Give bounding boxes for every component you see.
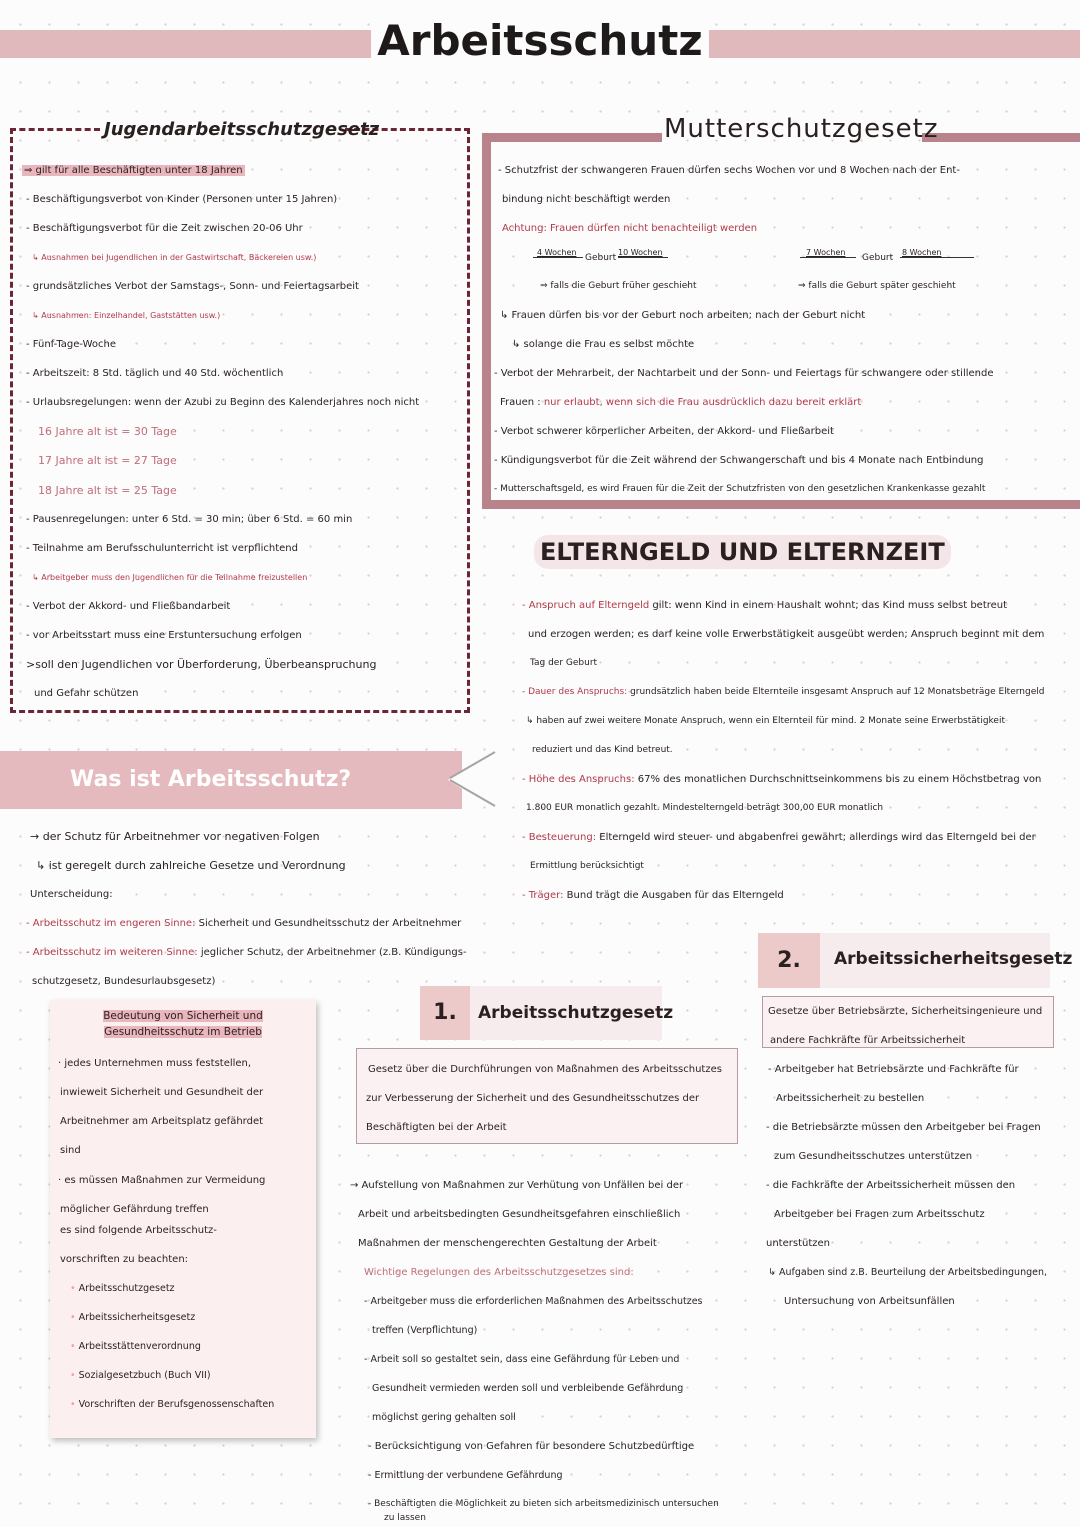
eltern-line: Ermittlung berücksichtigt bbox=[530, 861, 644, 871]
jugend-line: - Verbot der Akkord- und Fließbandarbeit bbox=[26, 601, 231, 612]
asg-rule: Gesundheit vermieden werden soll und verbleibende Gefährdung bbox=[372, 1383, 684, 1394]
asig-line: Arbeitssicherheit zu bestellen bbox=[776, 1093, 925, 1104]
eltern-line: gilt: wenn Kind in einem Haushalt wohnt; das Kind muss selbst betreut bbox=[649, 600, 1008, 611]
mutter-line: - Verbot schwerer körperlicher Arbeiten, der Akkord- und Fließarbeit bbox=[494, 426, 834, 437]
eltern-line: und erzogen werden; es darf keine volle Erwerbstätigkeit ausgeübt werden; Anspruch beginnt mit dem bbox=[528, 629, 1045, 640]
timeline-b-arrow-left bbox=[800, 257, 856, 258]
jugend-line: ↳ Arbeitgeber muss den Jugendlichen für die Teilnahme freizustellen bbox=[32, 573, 308, 582]
asg-line: Arbeit und arbeitsbedingten Gesundheitsgefahren einschließlich bbox=[358, 1209, 681, 1220]
timeline-a-arrow-left bbox=[533, 257, 583, 258]
asg-rule: möglichst gering gehalten soll bbox=[372, 1412, 516, 1423]
asg-rule: - Berücksichtigung von Gefahren für besondere Schutzbedürftige bbox=[368, 1441, 695, 1452]
jugend-line: - Teilnahme am Berufsschulunterricht ist verpflichtend bbox=[26, 543, 298, 554]
jugend-line: - Arbeitszeit: 8 Std. täglich und 40 Std. wöchentlich bbox=[26, 368, 284, 379]
bedeutung-title: Bedeutung von Sicherheit und Gesundheitsschutz im Betrieb bbox=[103, 1010, 263, 1038]
jugend-line: - vor Arbeitsstart muss eine Erstuntersuchung erfolgen bbox=[26, 630, 302, 641]
bedeutung-list-item: • Arbeitssicherheitsgesetz bbox=[70, 1312, 196, 1323]
jugend-line: - grundsätzliches Verbot der Samstags-, Sonn- und Feiertagsarbeit bbox=[26, 281, 359, 292]
asg-rule: - Beschäftigten die Möglichkeit zu bieten sich arbeitsmedizinisch untersuchen bbox=[368, 1499, 719, 1509]
asg-number: 1. bbox=[420, 986, 470, 1040]
jugend-line: ⇒ gilt für alle Beschäftigten unter 18 Jahren bbox=[24, 165, 243, 176]
eltern-line: Bund trägt die Ausgaben für das Elterngeld bbox=[563, 890, 784, 901]
asg-rule: - Ermittlung der verbundene Gefährdung bbox=[368, 1470, 563, 1481]
jugend-line: - Fünf-Tage-Woche bbox=[26, 339, 117, 350]
was-line: jeglicher Schutz, der Arbeitnehmer (z.B. Kündigungs- bbox=[197, 947, 467, 958]
timeline-b-left: 7 Wochen bbox=[806, 248, 846, 257]
eltern-label: - Besteuerung: bbox=[522, 832, 597, 843]
mutter-line: ↳ Frauen dürfen bis vor der Geburt noch arbeiten; nach der Geburt nicht bbox=[500, 310, 866, 321]
eltern-line: ↳ haben auf zwei weitere Monate Anspruch, wenn ein Elternteil für mind. 2 Monate seine Erwerbstätigkeit bbox=[526, 716, 1005, 726]
jugend-line: 18 Jahre alt ist = 25 Tage bbox=[38, 484, 177, 497]
jugend-line: - Beschäftigungsverbot für die Zeit zwischen 20-06 Uhr bbox=[26, 223, 303, 234]
eltern-line: grundsätzlich haben beide Elternteile insgesamt Anspruch auf 12 Monatsbeträge Elterngeld bbox=[627, 687, 1045, 697]
asg-line: → Aufstellung von Maßnahmen zur Verhütung von Unfällen bei der bbox=[350, 1180, 684, 1191]
bedeutung-list-item: • Arbeitsstättenverordnung bbox=[70, 1341, 201, 1352]
mutter-line-red: nur erlaubt, wenn sich die Frau ausdrücklich dazu bereit erklärt bbox=[543, 397, 862, 408]
asig-line: - die Betriebsärzte müssen den Arbeitgeber bei Fragen bbox=[766, 1122, 1041, 1133]
jugend-line: - Beschäftigungsverbot von Kinder (Personen unter 15 Jahren) bbox=[26, 194, 338, 205]
timeline-b-note: ⇒ falls die Geburt später geschieht bbox=[798, 281, 956, 291]
was-label: - Arbeitsschutz im engeren Sinne: bbox=[26, 918, 196, 929]
timeline-a-note: ⇒ falls die Geburt früher geschieht bbox=[540, 281, 697, 291]
was-line: Sicherheit und Gesundheitsschutz der Arbeitnehmer bbox=[195, 918, 462, 929]
eltern-line: 67% des monatlichen Durchschnittseinkommens bis zu einem Höchstbetrag von bbox=[634, 774, 1042, 785]
eltern-line: Tag der Geburt bbox=[530, 658, 598, 668]
jugend-frame-top-left bbox=[10, 128, 100, 131]
mutter-line: - Schutzfrist der schwangeren Frauen dürfen sechs Wochen vor und 8 Wochen nach der Ent- bbox=[498, 165, 960, 176]
eltern-label: - Träger: bbox=[522, 890, 564, 901]
asig-line: zum Gesundheitsschutzes unterstützen bbox=[774, 1151, 973, 1162]
eltern-title: ELTERNGELD UND ELTERNZEIT bbox=[534, 535, 951, 569]
asg-rule: treffen (Verpflichtung) bbox=[372, 1325, 478, 1336]
timeline-b-birth: Geburt bbox=[862, 253, 894, 263]
timeline-a-right: 10 Wochen bbox=[618, 248, 663, 257]
jugend-line: >soll den Jugendlichen vor Überforderung, Überbeanspruchung bbox=[26, 658, 377, 671]
mutter-frame-top-right bbox=[922, 133, 1080, 142]
asig-line: - die Fachkräfte der Arbeitssicherheit müssen den bbox=[766, 1180, 1016, 1191]
asg-line: Maßnahmen der menschengerechten Gestaltung der Arbeit bbox=[358, 1238, 657, 1249]
bedeutung-line: es sind folgende Arbeitsschutz- bbox=[60, 1225, 217, 1236]
eltern-line: 1.800 EUR monatlich gezahlt. Mindestelterngeld beträgt 300,00 EUR monatlich bbox=[526, 803, 884, 813]
mutter-line: - Kündigungsverbot für die Zeit während der Schwangerschaft und bis 4 Monate nach Entbindung bbox=[494, 455, 984, 466]
asig-line: Untersuchung von Arbeitsunfällen bbox=[784, 1296, 955, 1307]
eltern-line: Elterngeld wird steuer- und abgabenfrei gewährt; allerdings wird das Elterngeld bei der bbox=[596, 832, 1036, 843]
bedeutung-line: · es müssen Maßnahmen zur Vermeidung bbox=[58, 1175, 266, 1186]
asg-title: Arbeitsschutzgesetz bbox=[478, 1003, 674, 1023]
was-title: Was ist Arbeitsschutz? bbox=[70, 767, 352, 792]
was-line: → der Schutz für Arbeitnehmer vor negativen Folgen bbox=[30, 830, 320, 843]
asg-rule: zu lassen bbox=[384, 1513, 426, 1523]
jugend-line: - Urlaubsregelungen: wenn der Azubi zu Beginn des Kalenderjahres noch nicht bbox=[26, 397, 420, 408]
asig-line: ↳ Aufgaben sind z.B. Beurteilung der Arbeitsbedingungen, bbox=[768, 1267, 1048, 1278]
jugend-line: und Gefahr schützen bbox=[34, 688, 139, 699]
asg-box-line: Gesetz über die Durchführungen von Maßnahmen des Arbeitsschutzes bbox=[368, 1064, 722, 1075]
mutter-line: - Verbot der Mehrarbeit, der Nachtarbeit und der Sonn- und Feiertags für schwangere oder stillende bbox=[494, 368, 994, 379]
timeline-b-arrow-right bbox=[900, 257, 974, 258]
asig-title: Arbeitssicherheitsgesetz bbox=[834, 949, 1073, 969]
bedeutung-line: · jedes Unternehmen muss feststellen, bbox=[58, 1058, 252, 1069]
asg-rule: - Arbeit soll so gestaltet sein, dass eine Gefährdung für Leben und bbox=[364, 1354, 680, 1365]
bedeutung-list-item: • Sozialgesetzbuch (Buch VII) bbox=[70, 1370, 211, 1381]
bedeutung-line: inwieweit Sicherheit und Gesundheit der bbox=[60, 1087, 264, 1098]
bedeutung-line: möglicher Gefährdung treffen bbox=[60, 1204, 209, 1215]
asg-box-line: zur Verbesserung der Sicherheit und des Gesundheitsschutzes der bbox=[366, 1093, 700, 1104]
jugend-line: - Pausenregelungen: unter 6 Std. = 30 min; über 6 Std. = 60 min bbox=[26, 514, 353, 525]
bedeutung-line: Arbeitnehmer am Arbeitsplatz gefährdet bbox=[60, 1116, 264, 1127]
jugend-line: 16 Jahre alt ist = 30 Tage bbox=[38, 425, 177, 438]
eltern-label: - Höhe des Anspruchs: bbox=[522, 774, 635, 785]
bedeutung-list-item: • Arbeitsschutzgesetz bbox=[70, 1283, 175, 1294]
eltern-label: - Dauer des Anspruchs: bbox=[522, 687, 628, 697]
jugend-frame bbox=[10, 128, 470, 713]
was-line: schutzgesetz, Bundesurlaubsgesetz) bbox=[32, 976, 216, 987]
asig-line: Arbeitgeber bei Fragen zum Arbeitsschutz bbox=[774, 1209, 985, 1220]
bedeutung-line: sind bbox=[60, 1145, 81, 1156]
jugend-line: 17 Jahre alt ist = 27 Tage bbox=[38, 454, 177, 467]
jugend-title: Jugendarbeitsschutzgesetz bbox=[104, 119, 380, 140]
bedeutung-list-item: • Vorschriften der Berufsgenossenschaften bbox=[70, 1399, 275, 1410]
asg-rule: - Arbeitgeber muss die erforderlichen Maßnahmen des Arbeitsschutzes bbox=[364, 1296, 703, 1307]
asig-number: 2. bbox=[758, 933, 820, 988]
mutter-title: Mutterschutzgesetz bbox=[664, 114, 939, 144]
timeline-a-left: 4 Wochen bbox=[537, 248, 577, 257]
asig-box-line: andere Fachkräfte für Arbeitssicherheit bbox=[770, 1035, 966, 1046]
was-label: - Arbeitsschutz im weiteren Sinne: bbox=[26, 947, 198, 958]
asg-wichtig: Wichtige Regelungen des Arbeitsschutzgesetzes sind: bbox=[364, 1267, 634, 1278]
jugend-line: ↳ Ausnahmen: Einzelhandel, Gaststätten usw.) bbox=[32, 311, 221, 320]
timeline-b-right: 8 Wochen bbox=[902, 248, 942, 257]
mutter-line: ↳ solange die Frau es selbst möchte bbox=[512, 339, 695, 350]
bedeutung-line: vorschriften zu beachten: bbox=[60, 1254, 189, 1265]
timeline-a-arrow-right bbox=[618, 257, 668, 258]
asig-line: unterstützen bbox=[766, 1238, 830, 1249]
jugend-line: ↳ Ausnahmen bei Jugendlichen in der Gastwirtschaft, Bäckereien usw.) bbox=[32, 253, 317, 262]
page-title: Arbeitsschutz bbox=[0, 12, 1080, 70]
mutter-frame-top-left bbox=[482, 133, 662, 142]
eltern-line: reduziert und das Kind betreut. bbox=[532, 745, 673, 755]
mutter-line: Frauen : bbox=[500, 397, 541, 408]
asig-line: - Arbeitgeber hat Betriebsärzte und Fachkräfte für bbox=[768, 1064, 1019, 1075]
was-line: Unterscheidung: bbox=[30, 889, 113, 900]
eltern-label: - Anspruch auf Elterngeld bbox=[522, 600, 650, 611]
asig-box-line: Gesetze über Betriebsärzte, Sicherheitsingenieure und bbox=[768, 1006, 1043, 1017]
mutter-line: - Mutterschaftsgeld, es wird Frauen für die Zeit der Schutzfristen von den gesetzlichen Krankenkasse gezahlt bbox=[494, 484, 986, 494]
mutter-line: bindung nicht beschäftigt werden bbox=[502, 194, 671, 205]
asg-box-line: Beschäftigten bei der Arbeit bbox=[366, 1122, 507, 1133]
timeline-a-birth: Geburt bbox=[585, 253, 617, 263]
mutter-achtung: Achtung: Frauen dürfen nicht benachteiligt werden bbox=[502, 223, 758, 234]
was-line: ↳ ist geregelt durch zahlreiche Gesetze und Verordnung bbox=[36, 859, 346, 872]
